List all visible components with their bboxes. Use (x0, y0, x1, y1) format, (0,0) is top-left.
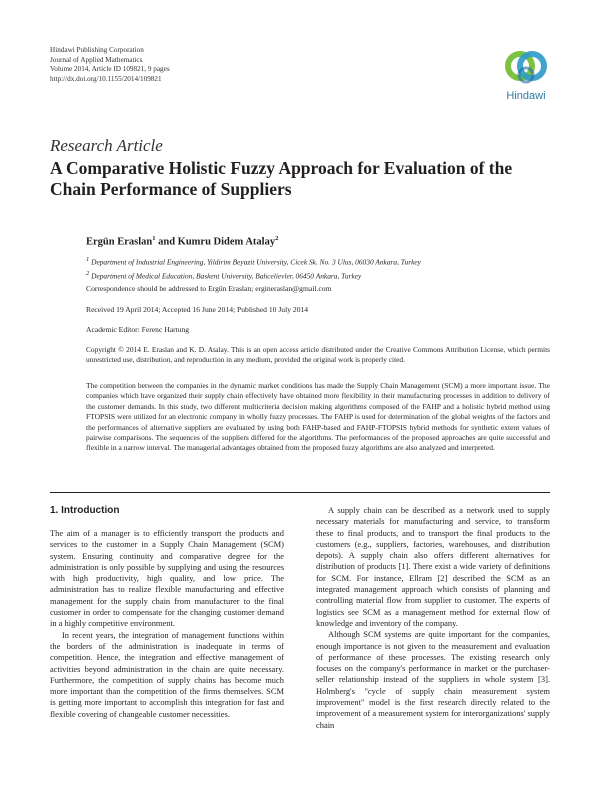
doi-link[interactable]: http://dx.doi.org/10.1155/2014/109821 (50, 74, 162, 83)
editor-line: Academic Editor: Ferenc Hartung (86, 325, 190, 334)
abstract: The competition between the companies in the dynamic market conditions has made the Supply Chain Management (SCM) a more important issue. The companies which have organized their supply chain effectively have obtained more flexibility in their manufacturing processes in addition to delivery of the customer demands. In this study, two different multicriteria decision making algorithms composed of the FAHP and a holistic hybrid method using FTOPSIS were utilized for an electronic company in wholly fuzzy processes. The FAHP is used for determination of the global weights of the factors and the performances of alternative suppliers are evaluated by using both FAHP-based and FAHP-FTOPSIS hybrid methods for synthetic extent values of pairwise comparisons. The sequences of the suppliers differed for the algorithms. The performances of the proposed approaches are quite successful and flexible in a narrow interval. The managerial advantages obtained from the proposed fuzzy algorithms are also analyzed and interpreted. (86, 381, 550, 453)
author-affil-sup: 1 (152, 235, 156, 242)
body-paragraph: Although SCM systems are quite important for the companies, enough importance is not given to the measurement and evaluation of performance of these processes. The existing research only focuses on the company's performance in market or the purchaser-seller relationship instead of the suppliers in whole system [3]. Holmberg's "cycle of supply chain measurement system improvement" model is the first research directly related to the improvement of a measurement system for interorganizations' supply chain (316, 629, 550, 730)
author-joiner: and (155, 236, 178, 248)
affiliations (86, 254, 421, 283)
author-list (86, 235, 278, 248)
journal-header (50, 46, 170, 84)
affiliation-item: 1 Department of Industrial Engineering, Yildirim Beyazit University, Cicek Sk. No. 3 Ulus, 06030 Ankara, Turkey (86, 256, 421, 267)
body-paragraph: A supply chain can be described as a network used to supply necessary materials for manufacturing and service, to transform these to final products, and to transport the final products to the customers (e.g., suppliers, factories, warehouses, and distribution depots). A supply chain also offers different alternatives for distribution of products [1]. There exist a wide variety of definitions for SCM. For instance, Ellram [2] described the SCM as an integrated management approach which consists of planning and controlling material flow from supplier to customer. The experts of logistics see SCM as a management method for external flow of knowledge and inventory of the company. (316, 505, 550, 628)
section-heading: 1. Introduction (50, 505, 120, 516)
copyright-notice: Copyright © 2014 E. Eraslan and K. D. Atalay. This is an open access article distributed under the Creative Commons Attribution License, which permits unrestricted use, distribution, and reproduction in any medium, provided the original work is properly cited. (86, 345, 550, 365)
affiliation-item: 2 Department of Medical Education, Baskent University, Bahcelievler, 06450 Ankara, Turkey (86, 270, 362, 281)
article-type: Research Article (50, 136, 163, 155)
body-paragraph: The aim of a manager is to efficiently transport the products and services to the customer in a Supply Chain Management (SCM) system. Ensuring continuity and comparative degree for the administration is only possible by supplying and using the resources with high productivity, high quality, and low price. The administration has to realize flexible manufacturing and effective management for the supply chain from manufacturer to the final customer in order to compensate for the changing customer demand in a highly competitive environment. (50, 528, 284, 629)
author-affil-sup: 2 (275, 235, 279, 242)
section-divider (50, 492, 550, 493)
left-column (50, 505, 284, 720)
volume-line: Volume 2014, Article ID 109821, 9 pages (50, 65, 170, 74)
article-title: A Comparative Holistic Fuzzy Approach for Evaluation of the Chain Performance of Suppliers (50, 158, 513, 199)
correspondence-line: Correspondence should be addressed to Ergün Eraslan; ergineraslan@gmail.com (86, 284, 332, 293)
journal-line: Journal of Applied Mathematics (50, 55, 143, 64)
author-name[interactable]: Ergün Eraslan (86, 236, 153, 248)
publisher-line: Hindawi Publishing Corporation (50, 46, 144, 54)
right-column (316, 505, 550, 731)
logo-wordmark: Hindawi (506, 90, 546, 102)
author-name[interactable]: Kumru Didem Atalay (177, 236, 276, 248)
body-paragraph: In recent years, the integration of management functions within the borders of the administration is inadequate in terms of competition. Hence, the integration and effective management of activities beyond administration in the chain are quite necessary. Furthermore, the competition of supply chains has become much more important than the competition of the firms themselves. SCM is getting more important to accomplish this integration for fast and flexible covering of changeable customer necessities. (50, 629, 284, 719)
dates-line: Received 19 April 2014; Accepted 16 June 2014; Published 10 July 2014 (86, 305, 309, 314)
